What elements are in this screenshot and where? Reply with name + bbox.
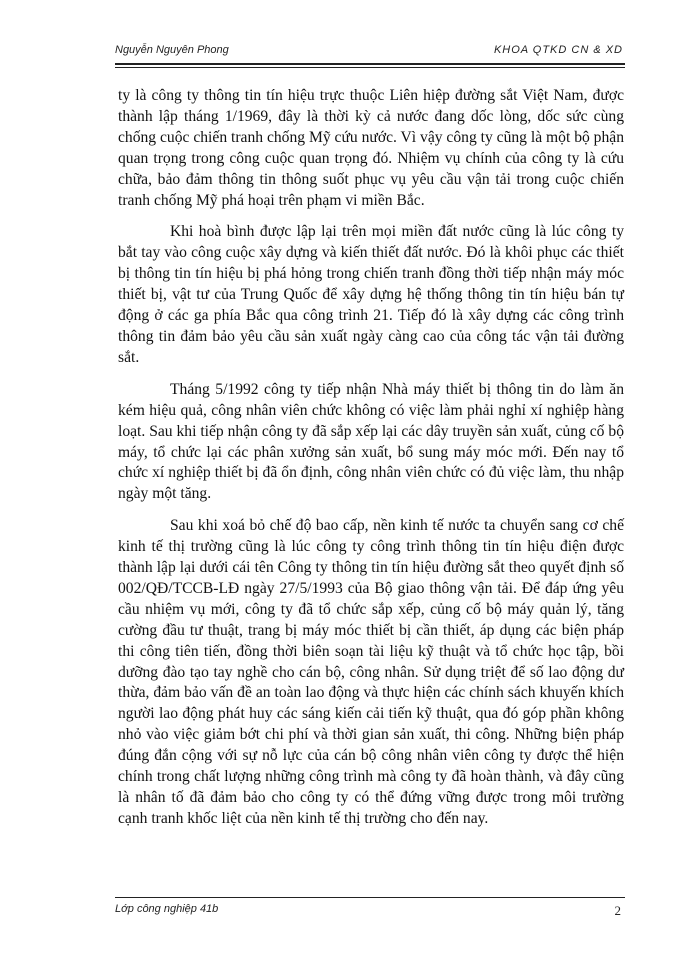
footer-class-label: Lớp công nghiệp 41b — [115, 903, 219, 915]
header-author: Nguyễn Nguyên Phong — [115, 44, 229, 56]
footer-rule — [115, 897, 625, 898]
page-header — [115, 44, 623, 64]
header-rule-thick — [115, 63, 625, 65]
page-footer — [115, 903, 625, 923]
paragraph-4: Sau khi xoá bỏ chế độ bao cấp, nền kinh tế nước ta chuyển sang cơ chế kinh tế thị trường cũng là lúc công ty công trình thông tin tín hiệu điện được thành lập lại dưới cái tên Công ty thông tin tín hiệu đường sắt theo quyết định số 002/QĐ/TCCB-LĐ ngày 27/5/1993 của Bộ giao thông vận tải. Để đáp ứng yêu cầu nhiệm vụ mới, công ty đã tổ chức sắp xếp, củng cố bộ máy quản lý, tăng cường đầu tư thuật, trang bị máy móc thiết bị cần thiết, áp dụng các biện pháp thi công tiên tiến, đồng thời biên soạn tài liệu kỹ thuật và tổ chức học tập, bồi dưỡng đào tạo tay nghề cho cán bộ, công nhân. Sử dụng triệt để số lao động dư thừa, đảm bảo vấn đề an toàn lao động và thực hiện các chính sách khuyến khích người lao động phát huy các sáng kiến cải tiến kỹ thuật, qua đó góp phần không nhỏ vào việc giảm bớt chi phí và thời gian sản xuất, thi công. Những biện pháp đúng đắn cộng với sự nỗ lực của cán bộ công nhân viên công ty được thể hiện chính trong chất lượng những công trình mà công ty đã hoàn thành, và đây cũng là nhân tố đã đảm bảo cho công ty có thể đứng vững được trong môi trường cạnh tranh khốc liệt của nền kinh tế thị trường cho đến nay. — [118, 517, 624, 827]
paragraph-3: Tháng 5/1992 công ty tiếp nhận Nhà máy thiết bị thông tin do làm ăn kém hiệu quả, công nhân viên chức không có việc làm phải nghỉ xí nghiệp hàng loạt. Sau khi tiếp nhận công ty đã sắp xếp lại các dây truyền sản xuất, củng cố bộ máy, tổ chức lại các phân xưởng sản xuất, bổ sung máy móc mới. Đến nay tổ chức xí nghiệp thiết bị đã ổn định, công nhân viên chức có đủ việc làm, thu nhập ngày một tăng. — [118, 380, 624, 503]
paragraph-1: ty là công ty thông tin tín hiệu trực thuộc Liên hiệp đường sắt Việt Nam, được thành lập tháng 1/1969, đây là thời kỳ cả nước đang dốc lòng, dốc sức cùng chống cuộc chiến tranh chống Mỹ cứu nước. Vì vậy công ty cũng là một bộ phận quan trọng trong công cuộc quan trọng đó. Nhiệm vụ chính của công ty là cứu chữa, bảo đảm thông tin thông suốt phục vụ yêu cầu vận tải trong cuộc chiến tranh chống Mỹ phá hoại trên phạm vi miền Bắc. — [118, 87, 624, 209]
header-department: KHOA QTKD CN & XD — [493, 44, 623, 56]
body-text — [118, 86, 624, 841]
paragraph-2: Khi hoà bình được lập lại trên mọi miền đất nước cũng là lúc công ty bắt tay vào công cuộc xây dựng và kiến thiết đất nước. Đó là khôi phục các thiết bị thông tin tín hiệu bị phá hỏng trong chiến tranh đồng thời tiếp nhận máy móc thiết bị, vật tư của Trung Quốc để xây dựng hệ thống thông tin tín hiệu bán tự động ở các ga phía Bắc qua công trình 21. Tiếp đó là xây dựng các công trình thông tin đảm bảo yêu cầu sản xuất ngày càng cao của công tác vận tải đường sắt. — [118, 223, 624, 366]
page-number: 2 — [614, 903, 621, 918]
header-rule-thin — [115, 67, 625, 68]
